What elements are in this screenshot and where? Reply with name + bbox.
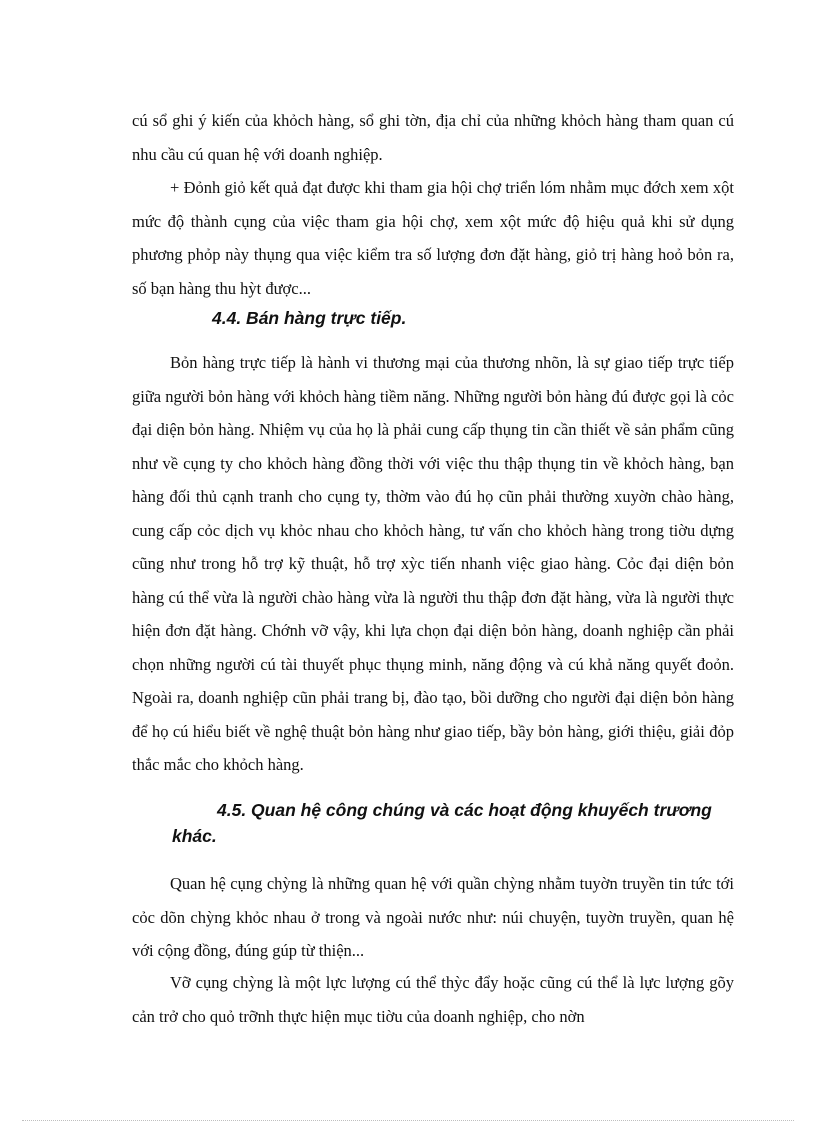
paragraph-public-role: Vỡ cụng chỳng là một lực lượng cú thể thỳc đẩy hoặc cũng cú thể là lực lượng gõy cản trở cho quỏ trỡnh thực hiện mục tiờu của doanh nghiệp, cho nờn: [132, 973, 734, 1026]
section-heading-4-5: 4.5. Quan hệ công chúng và các hoạt động khuyếch trương khác.: [172, 800, 712, 846]
page-bottom-dotted-rule: [22, 1120, 794, 1121]
paragraph-direct-selling: Bỏn hàng trực tiếp là hành vi thương mại của thương nhõn, là sự giao tiếp trực tiếp giữa người bỏn hàng với khỏch hàng tiềm năng. Những người bỏn hàng đú được gọi là cỏc đại diện bỏn hàng. Nhiệm vụ của họ là phải cung cấp thụng tin cần thiết về sản phẩm cũng như về cụng ty cho khỏch hàng đồng thời với việc thu thập thụng tin về khỏch hàng, bạn hàng đối thủ cạnh tranh cho cụng ty, thờm vào đú họ cũn phải thường xuyờn chào hàng, cung cấp cỏc dịch vụ khỏc nhau cho khỏch hàng, tư vấn cho khỏch hàng trong tiờu dựng cũng như trong hỗ trợ kỹ thuật, hỗ trợ xỳc tiến nhanh việc giao hàng. Cỏc đại diện bỏn hàng cú thể vừa là người chào hàng vừa là người thu thập đơn đặt hàng, vừa là người thực hiện đơn đặt hàng. Chớnh vỡ vậy, khi lựa chọn đại diện bỏn hàng, doanh nghiệp cần phải chọn những người cú tài thuyết phục thụng minh, năng động và cú khả năng quyết đoỏn. Ngoài ra, doanh nghiệp cũn phải trang bị, đào tạo, bồi dưỡng cho người đại diện bỏn hàng để họ cú hiểu biết về nghệ thuật bỏn hàng như giao tiếp, bầy bỏn hàng, giới thiệu, giải đỏp thắc mắc cho khỏch hàng.: [132, 353, 734, 774]
section-heading-4-4: 4.4. Bán hàng trực tiếp.: [212, 308, 407, 328]
paragraph-trade-fair-evaluation: + Đỏnh giỏ kết quả đạt được khi tham gia hội chợ triển lóm nhằm mục đớch xem xột mức độ thành cụng của việc tham gia hội chợ, xem xột mức độ hiệu quả khi sử dụng phương phỏp này thụng qua việc kiểm tra số lượng đơn đặt hàng, giỏ trị hàng hoỏ bỏn ra, số bạn hàng thu hỳt được...: [132, 178, 734, 298]
paragraph-trade-fair-records: cú sổ ghi ý kiến của khỏch hàng, sổ ghi tờn, địa chỉ của những khỏch hàng tham quan cú nhu cầu cú quan hệ với doanh nghiệp.: [132, 111, 734, 164]
paragraph-public-relations: Quan hệ cụng chỳng là những quan hệ với quần chỳng nhằm tuyờn truyền tin tức tới cỏc dõn chỳng khỏc nhau ở trong và ngoài nước như: núi chuyện, tuyờn truyền, quan hệ với cộng đồng, đúng gúp từ thiện...: [132, 874, 734, 960]
